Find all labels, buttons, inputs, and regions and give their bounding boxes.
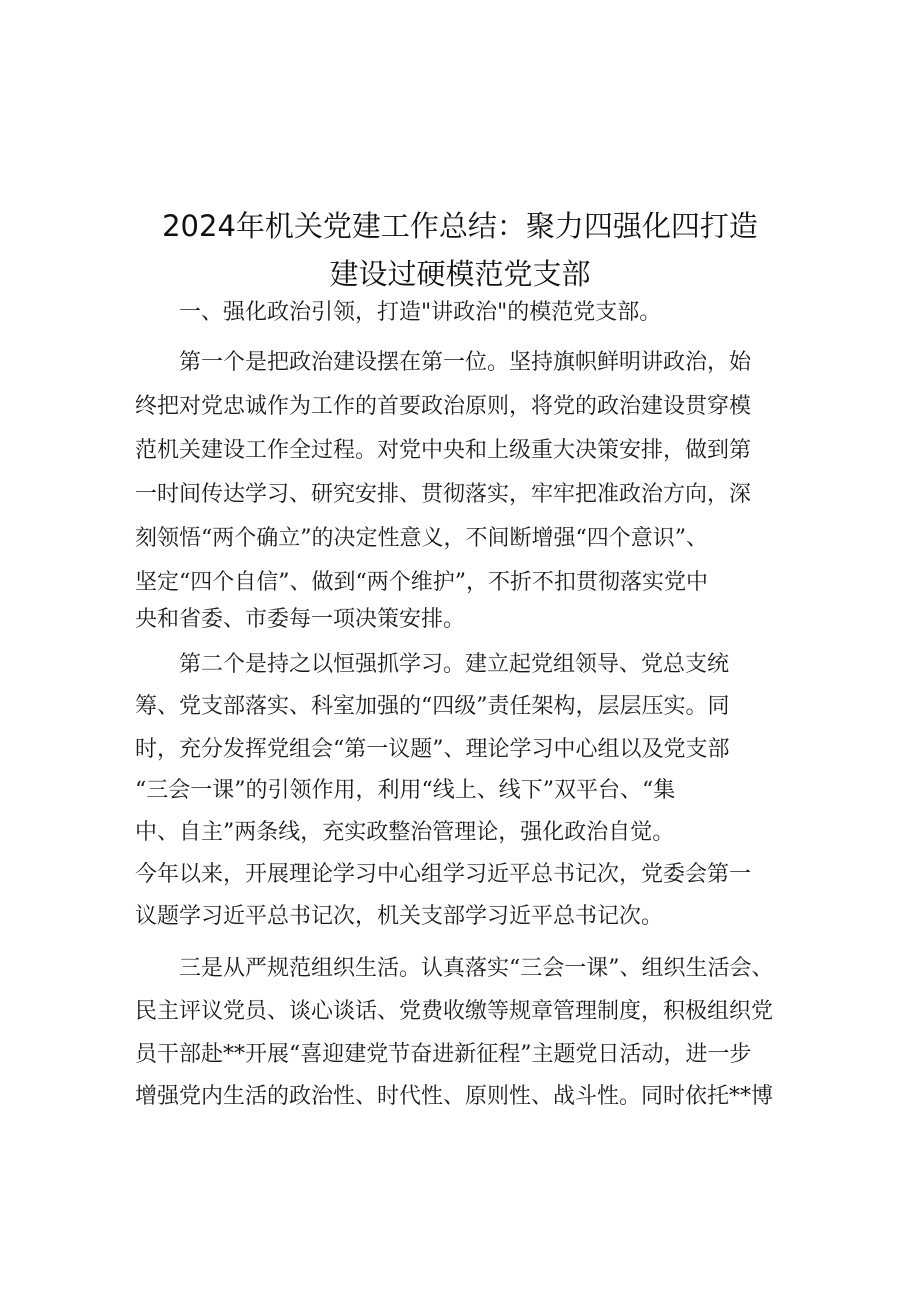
paragraph-line: 三是从严规范组织生活。认真落实“三会一课”、组织生活会、: [179, 956, 774, 981]
paragraph-line: 增强党内生活的政治性、时代性、原则性、战斗性。同时依托**博: [135, 1084, 774, 1109]
paragraph-line: 筹、党支部落实、科室加强的“四级”责任架构，层层压实。同: [135, 694, 730, 719]
paragraph-line: 时，充分发挥党组会“第一议题”、理论学习中心组以及党支部: [135, 737, 730, 762]
document-title-line-2: 建设过硬模范党支部: [329, 257, 591, 291]
paragraph-line: 第一个是把政治建设摆在第一位。坚持旗帜鲜明讲政治，始: [179, 350, 752, 375]
paragraph-line: 坚定“四个自信”、做到“两个维护”，不折不扣贯彻落实党中: [135, 570, 708, 595]
paragraph-line: 一时间传达学习、研究安排、贯彻落实，牢牢把准政治方向，深: [135, 482, 752, 507]
paragraph-line: 第二个是持之以恒强抓学习。建立起党组领导、党总支统: [179, 652, 730, 677]
paragraph-line: 刻领悟“两个确立”的决定性意义，不间断增强“四个意识”、: [135, 526, 708, 551]
section-heading: 一、强化政治引领，打造"讲政治"的模范党支部。: [179, 300, 662, 325]
paragraph-line: 央和省委、市委每一项决策安排。: [135, 607, 466, 632]
paragraph-line: 民主评议党员、谈心谈话、党费收缴等规章管理制度，积极组织党: [135, 999, 774, 1024]
paragraph-line: 议题学习近平总书记次，机关支部学习近平总书记次。: [135, 904, 664, 929]
paragraph-line: 员干部赴**开展“喜迎建党节奋进新征程”主题党日活动，进一步: [135, 1042, 752, 1067]
paragraph-line: 范机关建设工作全过程。对党中央和上级重大决策安排，做到第: [135, 438, 752, 463]
paragraph-line: 中、自主”两条线，充实政整治管理论，强化政治自觉。: [135, 820, 675, 845]
paragraph-line: 终把对党忠诚作为工作的首要政治原则，将党的政治建设贯穿模: [135, 394, 752, 419]
paragraph-line: 今年以来，开展理论学习中心组学习近平总书记次，党委会第一: [135, 862, 752, 887]
paragraph-line: “三会一课”的引领作用，利用“线上、线下”双平台、“集: [135, 778, 676, 803]
document-title-line-1: 2024年机关党建工作总结：聚力四强化四打造: [162, 209, 758, 243]
